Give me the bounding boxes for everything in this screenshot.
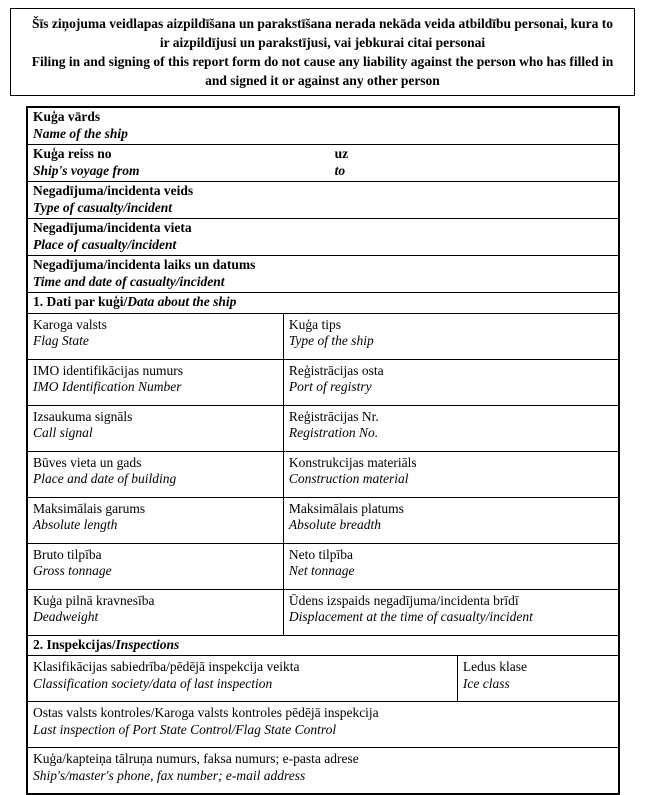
table-row (27, 293, 619, 314)
field-label-lv: Negadījuma/incidenta vieta (33, 220, 192, 235)
field-label-en: to (334, 162, 346, 178)
field-label-lv: Kuģa pilnā kravnesība (33, 592, 155, 608)
field-absolute-breadth (283, 497, 619, 543)
field-label-en: Absolute length (33, 517, 118, 532)
field-label-lv: uz (334, 146, 349, 161)
table-row (27, 182, 619, 219)
field-label-en: Name of the ship (33, 125, 128, 141)
field-label-en: Absolute breadth (288, 517, 381, 532)
field-label-lv: Būves vieta un gads (33, 454, 142, 470)
table-row (27, 589, 619, 635)
field-name-of-ship (27, 107, 619, 145)
field-casualty-place (27, 219, 619, 256)
field-voyage-to (335, 146, 613, 179)
field-label-en: Flag State (33, 333, 89, 348)
field-label-lv: IMO identifikācijas numurs (33, 362, 183, 378)
field-absolute-length (27, 497, 283, 543)
field-label-en: Type of the ship (288, 333, 374, 348)
table-row (27, 107, 619, 145)
section1-title-lv: 1. Dati par kuģi/ (33, 294, 128, 309)
report-form-table (26, 106, 620, 795)
field-deadweight (27, 589, 283, 635)
table-row (27, 635, 619, 656)
section2-header (27, 635, 619, 656)
section1-header (27, 293, 619, 314)
field-voyage (27, 145, 619, 182)
field-label-lv: Izsaukuma signāls (33, 408, 133, 424)
field-label-lv: Ūdens izspaids negadījuma/incidenta brīdī (288, 592, 519, 608)
field-label-lv: Reģistrācijas osta (288, 362, 384, 378)
field-label-en: Deadweight (33, 609, 99, 624)
table-row (27, 359, 619, 405)
section2-title-en: Inspections (115, 636, 180, 652)
table-row (27, 543, 619, 589)
field-label-en: Net tonnage (288, 563, 355, 578)
field-contact-details (27, 748, 619, 794)
table-row (27, 405, 619, 451)
field-label-en: Last inspection of Port State Control/Flag State Control (33, 721, 337, 737)
field-port-state-control (27, 702, 619, 748)
field-displacement (283, 589, 619, 635)
field-label-lv: Bruto tilpība (33, 546, 102, 562)
field-registration-no (283, 405, 619, 451)
field-gross-tonnage (27, 543, 283, 589)
field-label-en: Displacement at the time of casualty/incident (288, 609, 533, 624)
field-label-lv: Negadījuma/incidenta laiks un datums (33, 257, 256, 272)
field-label-en: Port of registry (288, 379, 372, 394)
field-label-lv: Kuģa tips (288, 316, 341, 332)
table-row (27, 656, 619, 702)
field-label-en: Ship's/master's phone, fax number; e-mail address (33, 767, 306, 783)
field-label-en: Type of casualty/incident (33, 199, 172, 215)
field-label-lv: Ledus klase (462, 659, 527, 674)
field-place-date-building (27, 451, 283, 497)
field-voyage-from (33, 146, 335, 179)
table-row (27, 702, 619, 748)
field-label-lv: Klasifikācijas sabiedrība/pēdējā inspekcija veikta (33, 659, 300, 674)
field-construction-material (283, 451, 619, 497)
table-row (27, 145, 619, 182)
field-label-lv: Reģistrācijas Nr. (288, 408, 379, 424)
field-ship-type (283, 313, 619, 359)
field-label-en: Time and date of casualty/incident (33, 273, 225, 289)
table-row (27, 313, 619, 359)
field-label-en: Construction material (288, 471, 409, 486)
field-net-tonnage (283, 543, 619, 589)
field-imo-number (27, 359, 283, 405)
field-label-en: Call signal (33, 425, 93, 440)
field-flag-state (27, 313, 283, 359)
field-label-lv: Neto tilpība (288, 546, 353, 562)
field-label-lv: Maksimālais garums (33, 500, 146, 516)
field-label-en: Place and date of building (33, 471, 177, 486)
table-row (27, 748, 619, 794)
field-casualty-type (27, 182, 619, 219)
disclaimer-text-lv: Šīs ziņojuma veidlapas aizpildīšana un parakstīšana nerada nekāda veida atbildību personai, kura to ir aizpildījusi un parakstījusi, vai jebkurai citai personai (31, 16, 613, 50)
field-ice-class (457, 656, 619, 702)
disclaimer-box (10, 8, 635, 96)
field-label-lv: Negadījuma/incidenta veids (33, 183, 194, 198)
field-label-lv: Konstrukcijas materiāls (288, 454, 417, 470)
field-casualty-time-date (27, 256, 619, 293)
table-row (27, 451, 619, 497)
section1-title-en: Data about the ship (127, 294, 237, 309)
field-label-en: Registration No. (288, 425, 379, 440)
table-row (27, 497, 619, 543)
field-label-lv: Maksimālais platums (288, 500, 404, 516)
field-port-of-registry (283, 359, 619, 405)
field-label-en: Ice class (462, 675, 510, 691)
field-label-en: Place of casualty/incident (33, 236, 177, 252)
field-label-en: Gross tonnage (33, 563, 112, 578)
disclaimer-text-en: Filing in and signing of this report form do not cause any liability against the person who has filled in and signed it or against any other person (31, 54, 614, 88)
field-label-lv: Kuģa vārds (33, 109, 101, 124)
field-label-lv: Kuģa/kapteiņa tālruņa numurs, faksa numurs; e-pasta adrese (33, 751, 359, 766)
field-label-en: IMO Identification Number (33, 379, 182, 394)
field-label-lv: Kuģa reiss no (33, 146, 112, 161)
field-label-en: Ship's voyage from (33, 162, 140, 178)
field-label-en: Classification society/data of last inspection (33, 675, 273, 691)
table-row (27, 219, 619, 256)
field-classification-society (27, 656, 457, 702)
field-label-lv: Karoga valsts (33, 316, 107, 332)
section2-title-lv: 2. Inspekcijas/ (33, 636, 116, 652)
field-call-signal (27, 405, 283, 451)
field-label-lv: Ostas valsts kontroles/Karoga valsts kontroles pēdējā inspekcija (33, 705, 379, 720)
table-row (27, 256, 619, 293)
